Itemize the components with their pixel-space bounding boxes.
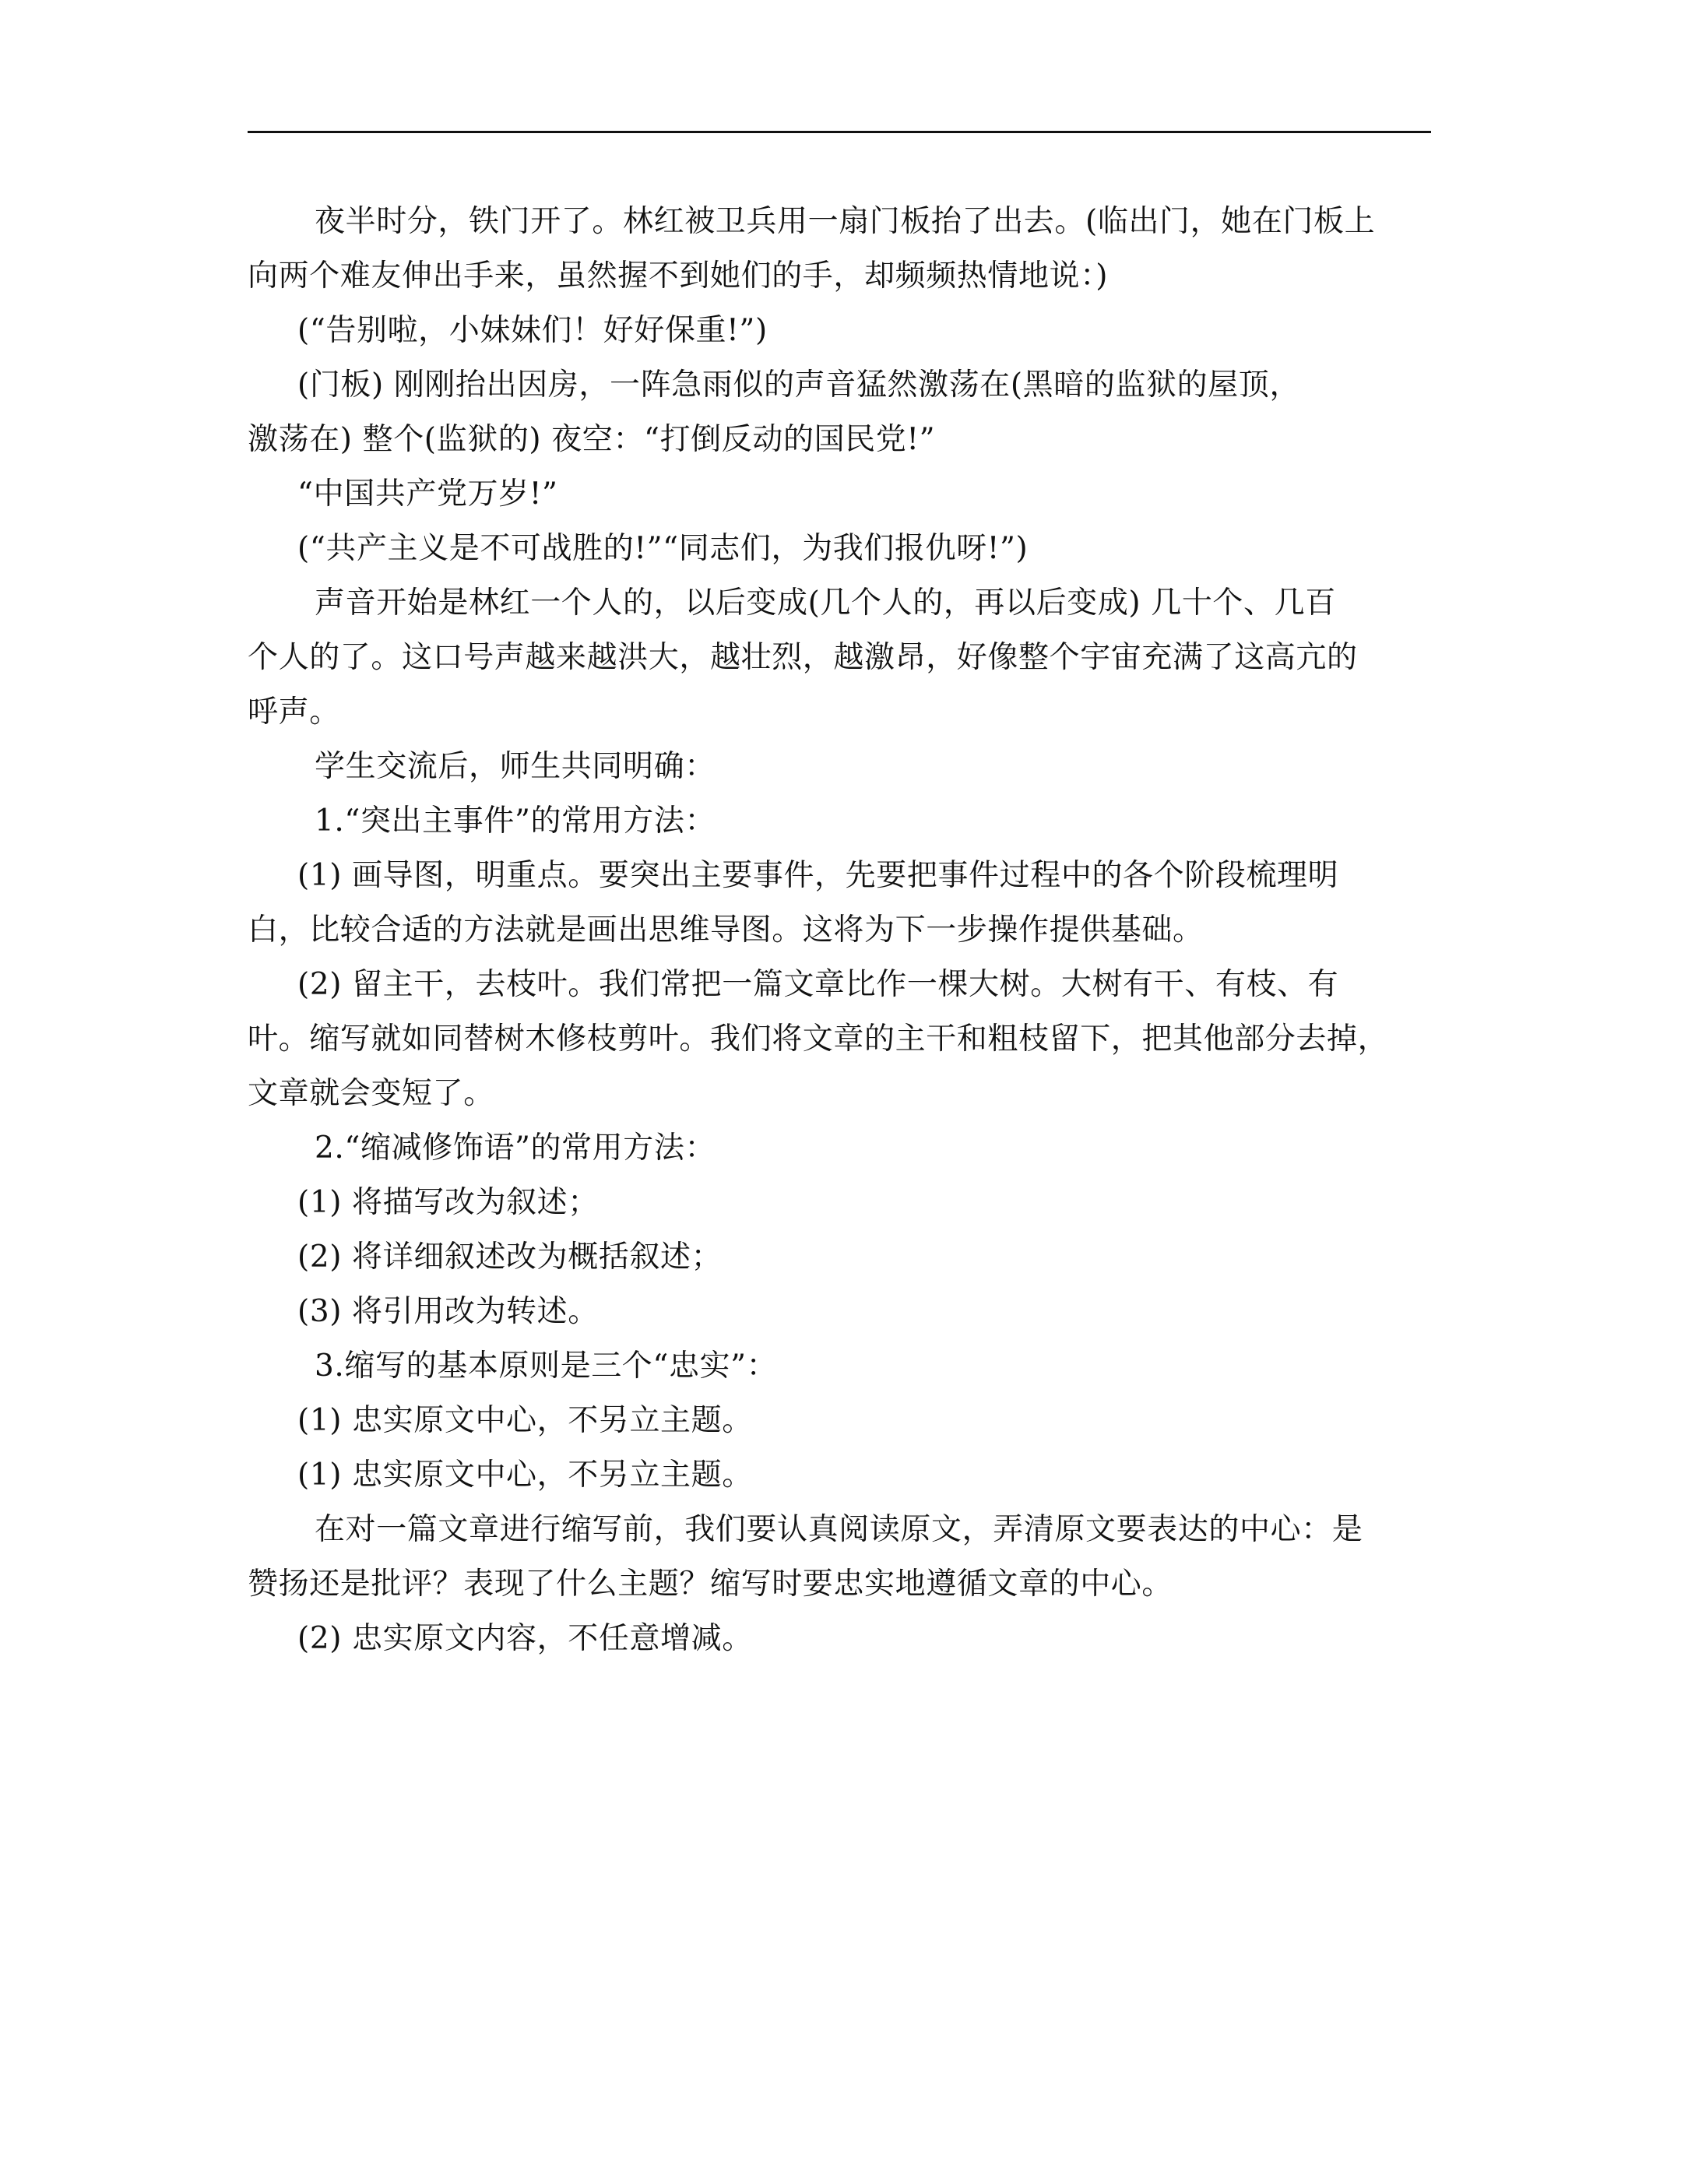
text-line: “中国共产党万岁!” [297, 477, 558, 512]
text-line: (2) 将详细叙述改为概括叙述； [297, 1240, 723, 1275]
text-line: (2) 留主干，去枝叶。我们常把一篇文章比作一棵大树。大树有干、有枝、有 [297, 967, 1339, 1002]
text-line: 呼声。 [248, 695, 340, 730]
text-line: 激荡在) 整个(监狱的) 夜空：“打倒反动的国民党!” [248, 422, 936, 457]
text-line: (1) 画导图，明重点。要突出主要事件，先要把事件过程中的各个阶段梳理明 [297, 858, 1339, 893]
text-line: (门板) 刚刚抬出因房，一阵急雨似的声音猛然激荡在(黑暗的监狱的屋顶， [297, 368, 1301, 403]
text-line: 个人的了。这口号声越来越洪大，越壮烈，越激昂，好像整个宇宙充满了这高亢的 [248, 640, 1358, 675]
text-line: (“告别啦，小妹妹们！好好保重!”) [297, 313, 768, 348]
text-line: 赞扬还是批评？表现了什么主题？缩写时要忠实地遵循文章的中心。 [248, 1567, 1173, 1602]
text-line: (2) 忠实原文内容，不任意增减。 [297, 1621, 753, 1656]
text-line: 学生交流后，师生共同明确： [315, 749, 716, 784]
text-line: (3) 将引用改为转述。 [297, 1294, 599, 1329]
text-line: 在对一篇文章进行缩写前，我们要认真阅读原文，弄清原文要表达的中心：是 [315, 1512, 1363, 1547]
document-body [248, 195, 1431, 1666]
text-line: 向两个难友伸出手来，虽然握不到她们的手，却频频热情地说：) [248, 258, 1109, 294]
text-line: 1.“突出主事件”的常用方法： [315, 804, 716, 839]
text-line: 2.“缩减修饰语”的常用方法： [315, 1131, 716, 1166]
text-line: 3.缩写的基本原则是三个“忠实”： [315, 1349, 778, 1384]
text-line: (1) 忠实原文中心，不另立主题。 [297, 1403, 753, 1438]
text-line: 文章就会变短了。 [248, 1076, 494, 1111]
text-line: (1) 忠实原文中心，不另立主题。 [297, 1458, 753, 1493]
text-line: 白，比较合适的方法就是画出思维导图。这将为下一步操作提供基础。 [248, 913, 1204, 948]
header-rule [248, 131, 1431, 133]
text-line: 声音开始是林红一个人的，以后变成(几个人的，再以后变成) 几十个、几百 [315, 586, 1336, 621]
text-line: (“共产主义是不可战胜的!”“同志们，为我们报仇呀!”) [297, 531, 1029, 566]
text-line: 叶。缩写就如同替树木修枝剪叶。我们将文章的主干和粗枝留下，把其他部分去掉， [248, 1022, 1389, 1057]
text-line: (1) 将描写改为叙述； [297, 1185, 599, 1220]
text-line: 夜半时分，铁门开了。林红被卫兵用一扇门板抬了出去。(临出门，她在门板上 [315, 204, 1376, 239]
